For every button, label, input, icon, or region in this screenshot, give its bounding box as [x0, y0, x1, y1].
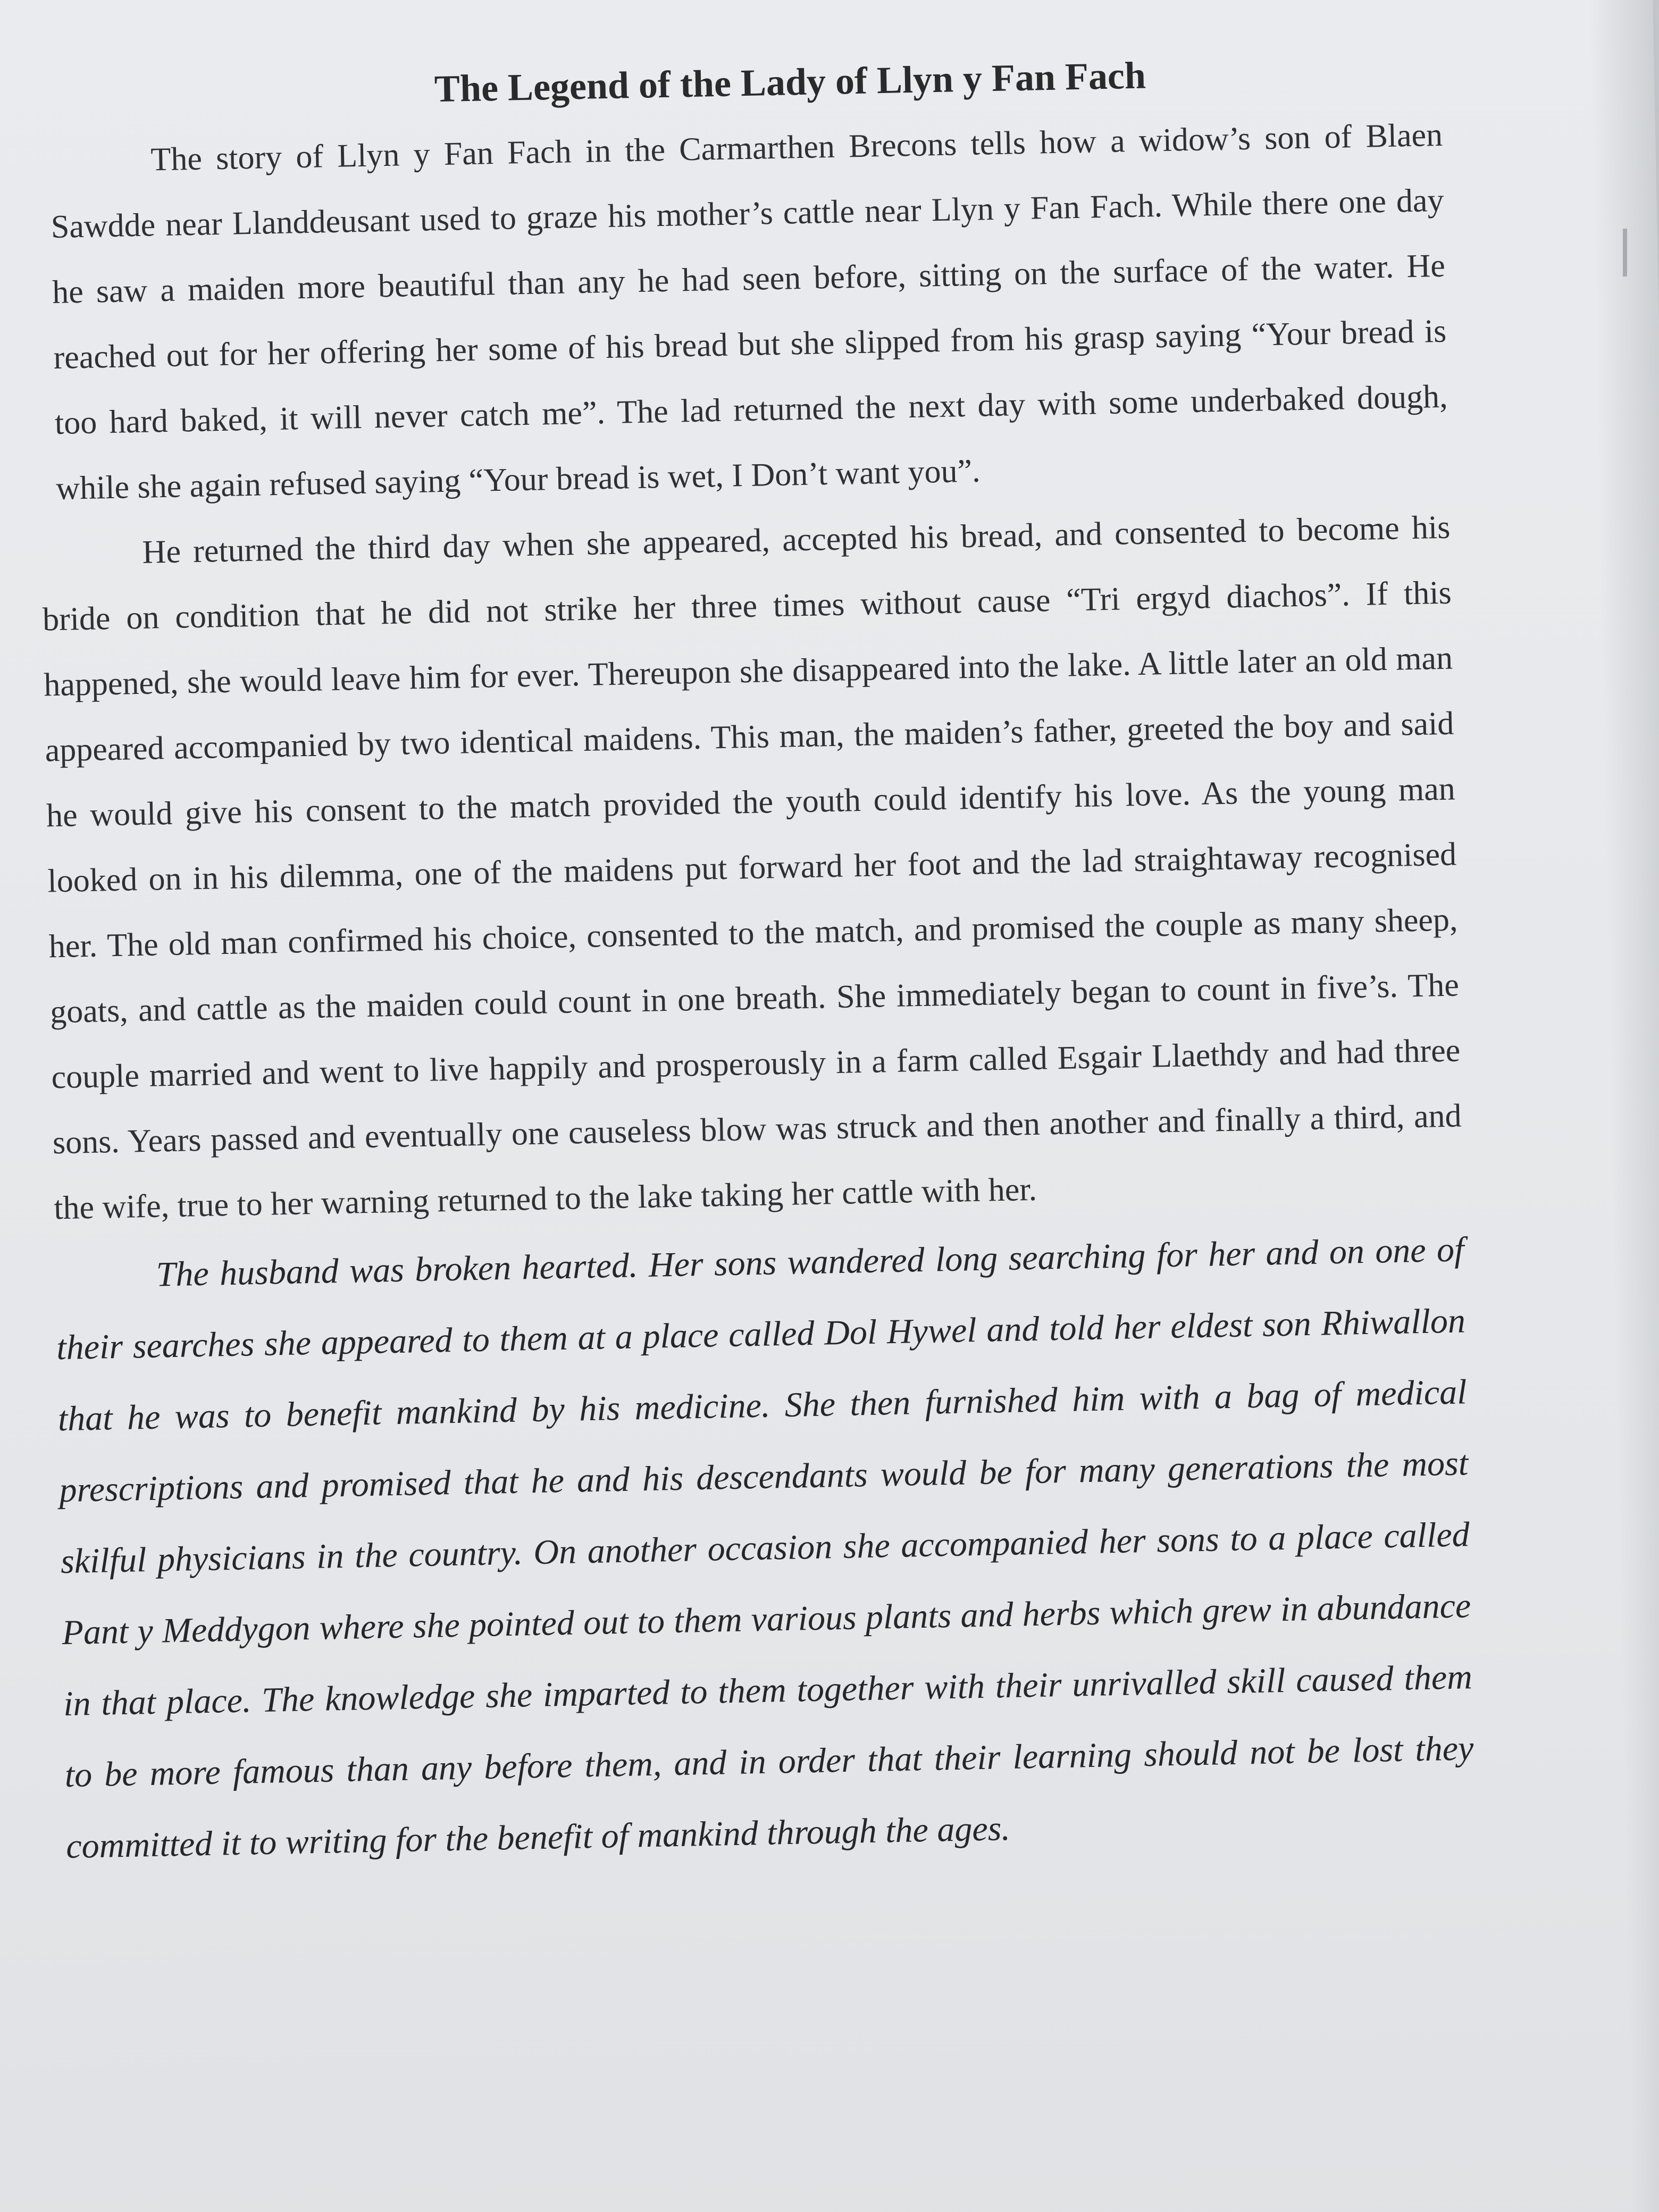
paragraph-2: He returned the third day when she appeared, accepted his bread, and consented to become his bride on condition that he did not strike her three times without cause “Tri ergyd diachos”. If this happened, she would leave him for ever. Thereupon she disappeared into the lake. A little later an old man appeared accompanied by two identical maidens. This man, the maiden’s father, greeted the boy and said he would give his consent to the match provided the youth could identify his love. As the young man looked on in his dilemma, one of the maidens put forward her foot and the lad straightaway recognised her. The old man confirmed his choice, consented to the match, and promised the couple as many sheep, goats, and cattle as the maiden could count in one breath. She immediately began to count in five’s. The couple married and went to live happily and prosperously in a farm called Esgair Llaethdy and had three sons. Years passed and eventually one causeless blow was struck and then another and finally a third, and the wife, true to her warning returned to the lake taking her cattle with her.	[42, 509, 1462, 1227]
document-body	[32, 48, 1476, 1882]
paragraph-1: The story of Llyn y Fan Fach in the Carmarthen Brecons tells how a widow’s son of Blaen Sawdde near Llanddeusant used to graze his mother’s cattle near Llyn y Fan Fach. While there one day he saw a maiden more beautiful than any he had seen before, sitting on the surface of the water. He reached out for her offering her some of his bread but she slipped from his grasp saying “Your bread is too hard baked, it will never catch me”. The lad returned the next day with some underbaked dough, while she again refused saying “Your bread is wet, I Don’t want you”.	[51, 116, 1448, 507]
page-edge-shadow	[1588, 0, 1659, 2212]
paper-mark	[1623, 229, 1627, 276]
document-title: The Legend of the Lady of Llyn y Fan Fach	[434, 54, 1146, 111]
paragraph-3: The husband was broken hearted. Her sons wandered long searching for her and on one of their searches she appeared to them at a place called Dol Hywel and told her eldest son Rhiwallon that he was to benefit mankind by his medicine. She then furnished him with a bag of medical prescriptions and promised that he and his descendants would be for many generations the most skilful physicians in the country. On another occasion she accompanied her sons to a place called Pant y Meddygon where she pointed out to them various plants and herbs which grew in abundance in that place. The knowledge she imparted to them together with their unrivalled skill caused them to be more famous than any before them, and in order that their learning should not be lost they committed it to writing for the benefit of mankind through the ages.	[56, 1230, 1474, 1866]
